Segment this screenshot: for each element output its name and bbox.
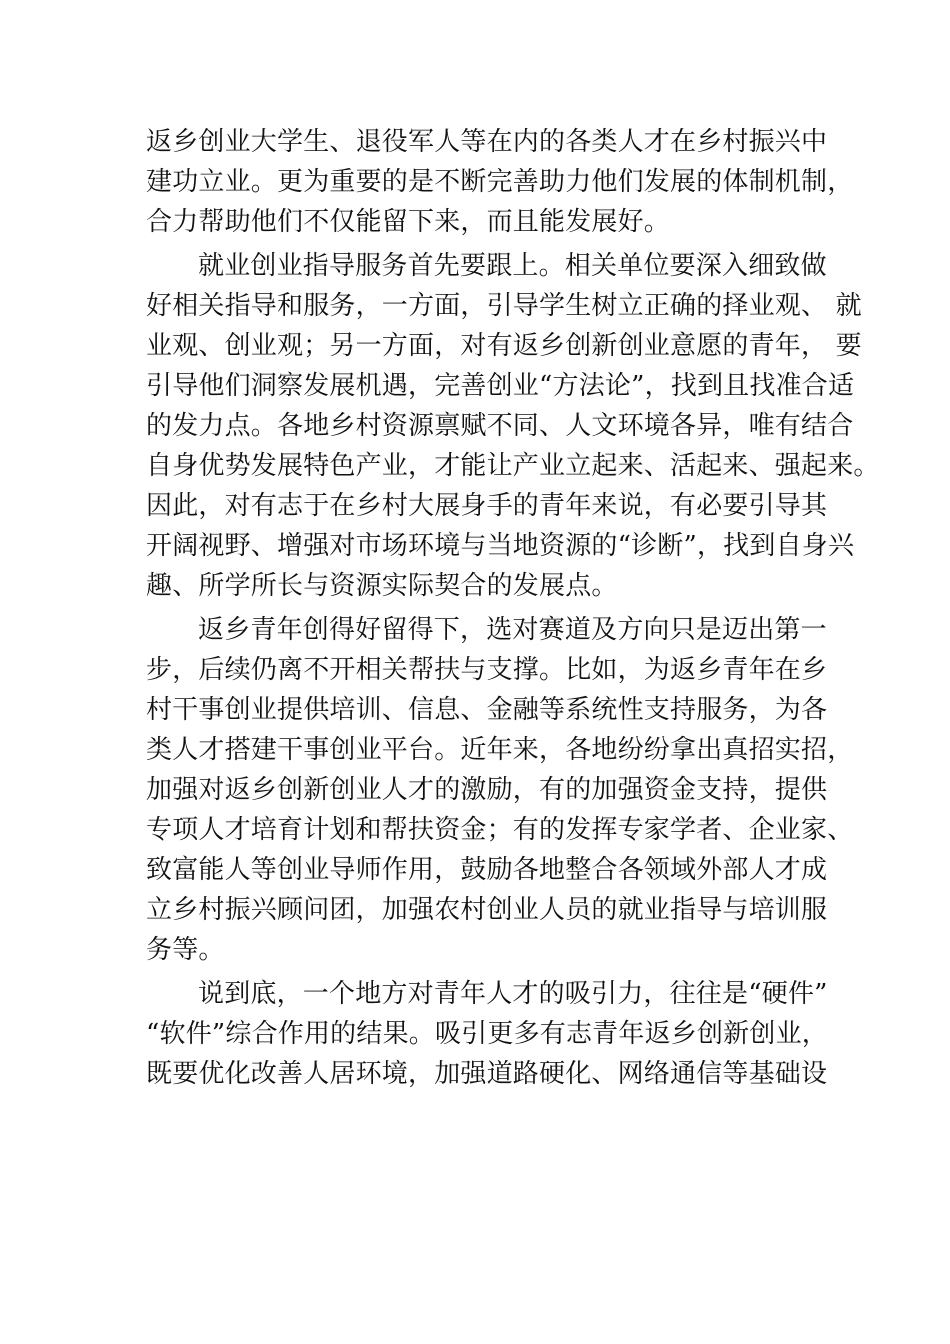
text-line: 返乡创业大学生、退役军人等在内的各类人才在乡村振兴中: [146, 127, 828, 157]
paragraph-2: [146, 246, 880, 606]
text-line: 趣、所学所长与资源实际契合的发展点。: [146, 571, 618, 601]
text-line: 说到底，一个地方对青年人才的吸引力，往往是“硬件”: [198, 979, 828, 1009]
text-line: 立乡村振兴顾问团，加强农村创业人员的就业指导与培训服: [146, 895, 828, 925]
body-text: [146, 122, 880, 1094]
text-line: 合力帮助他们不仅能留下来，而且能发展好。: [146, 207, 671, 237]
paragraph-4: [146, 974, 828, 1094]
paragraph-1: [146, 122, 854, 242]
text-line: 村干事创业提供培训、信息、金融等系统性支持服务，为各: [146, 695, 828, 725]
text-line: 类人才搭建干事创业平台。近年来，各地纷纷拿出真招实招，: [146, 735, 854, 765]
text-line: 就业创业指导服务首先要跟上。相关单位要深入细致做: [198, 251, 827, 281]
paragraph-3: [146, 610, 854, 970]
text-line: 既要优化改善人居环境，加强道路硬化、网络通信等基础设: [146, 1059, 828, 1089]
text-line: 业观、创业观；另一方面，对有返乡创新创业意愿的青年， 要: [146, 331, 862, 361]
text-line: 致富能人等创业导师作用，鼓励各地整合各领域外部人才成: [146, 855, 828, 885]
text-line: “软件”综合作用的结果。吸引更多有志青年返乡创新创业，: [146, 1019, 828, 1049]
text-line: 务等。: [146, 935, 225, 965]
text-line: 步，后续仍离不开相关帮扶与支撑。比如，为返乡青年在乡: [146, 655, 828, 685]
text-line: 好相关指导和服务，一方面，引导学生树立正确的择业观、 就: [146, 291, 862, 321]
text-line: 因此，对有志于在乡村大展身手的青年来说，有必要引导其: [146, 491, 828, 521]
text-line: 开阔视野、增强对市场环境与当地资源的“诊断”，找到自身兴: [146, 531, 855, 561]
text-line: 自身优势发展特色产业，才能让产业立起来、活起来、强起来。: [146, 451, 880, 481]
text-line: 加强对返乡创新创业人才的激励，有的加强资金支持，提供: [146, 775, 828, 805]
text-line: 返乡青年创得好留得下，选对赛道及方向只是迈出第一: [198, 615, 827, 645]
text-line: 专项人才培育计划和帮扶资金；有的发挥专家学者、企业家、: [146, 815, 854, 845]
text-line: 的发力点。各地乡村资源禀赋不同、人文环境各异，唯有结合: [146, 411, 854, 441]
text-line: 引导他们洞察发展机遇，完善创业“方法论”，找到且找准合适: [146, 371, 855, 401]
text-line: 建功立业。更为重要的是不断完善助力他们发展的体制机制，: [146, 167, 854, 197]
